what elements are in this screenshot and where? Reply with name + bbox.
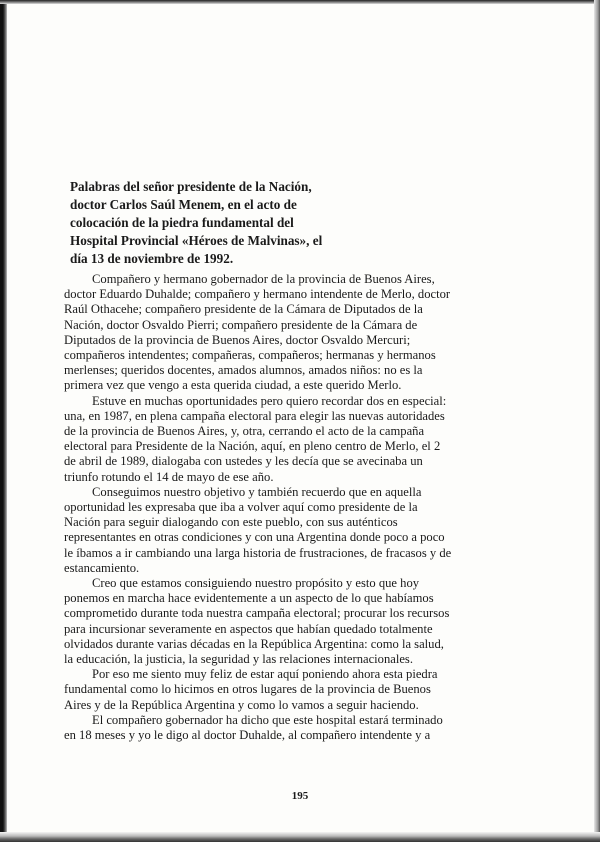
text-line: primera vez que vengo a esta querida ciudad, a este querido Merlo. [64,378,402,393]
text-line: electoral para Presidente de la Nación, aquí, en pleno centro de Merlo, el 2 [64,439,441,454]
text-line: una, en 1987, en plena campaña electoral para elegir las nuevas autoridades [64,408,445,423]
text-line: triunfo rotundo el 14 de mayo de ese año. [64,469,274,484]
text-line: oportunidad les expresaba que iba a volver aquí como presidente de la [64,500,418,515]
text-line: de abril de 1989, dialogaba con ustedes y les decía que se avecinaba un [64,454,423,469]
text-line: Nación para seguir dialogando con este pueblo, con sus auténticos [64,515,398,530]
scan-edge-right [594,0,600,842]
paragraph [64,667,534,713]
text-line: doctor Eduardo Duhalde; compañero y hermano intendente de Merlo, doctor [64,287,451,302]
title-line: día 13 de noviembre de 1992. [70,251,234,266]
paragraph [64,394,534,485]
text-line: compañeros intendentes; compañeras, compañeros; hermanas y hermanos [64,348,436,363]
text-line: El compañero gobernador ha dicho que este hospital estará terminado [92,712,443,727]
text-line: Nación, doctor Osvaldo Pierri; compañero presidente de la Cámara de [64,317,418,332]
text-line: Creo que estamos consiguiendo nuestro propósito y esto que hoy [92,576,420,591]
text-line: Por eso me siento muy feliz de estar aquí poniendo ahora esta piedra [92,667,438,682]
text-line: estancamiento. [64,560,140,575]
text-line: olvidados durante varias décadas en la República Argentina: como la salud, [64,636,444,651]
text-line: la educación, la justicia, la seguridad y las relaciones internacionales. [64,652,413,667]
text-line: representantes en otras condiciones y con una Argentina donde poco a poco [64,530,445,545]
paragraph [64,485,534,576]
scan-edge-bottom [0,832,600,842]
text-line: comprometido durante toda nuestra campaña electoral; procurar los recursos [64,606,450,621]
text-line: ponemos en marcha hace evidentemente a un aspecto de lo que habíamos [64,591,434,606]
paragraph [64,713,534,743]
text-line: Raúl Othacehe; compañero presidente de la Cámara de Diputados de la [64,302,423,317]
text-line: Compañero y hermano gobernador de la provincia de Buenos Aires, [92,272,435,286]
text-line: en 18 meses y yo le digo al doctor Duhalde, al compañero intendente y a [64,728,431,743]
text-line: le íbamos a ir cambiando una larga historia de frustraciones, de fracasos y de [64,545,452,560]
title-line: doctor Carlos Saúl Menem, en el acto de [70,197,297,212]
text-line: para incursionar severamente en aspectos que habían quedado totalmente [64,621,433,636]
speech-body [64,272,534,743]
paragraph [64,576,534,667]
text-line: merlenses; queridos docentes, amados alumnos, amados niños: no es la [64,363,423,378]
speech-title [70,178,370,268]
scan-edge-left [0,0,7,842]
title-line: Hospital Provincial «Héroes de Malvinas», el [70,233,323,248]
text-line: de la provincia de Buenos Aires, y, otra, cerrando el acto de la campaña [64,424,425,439]
page-number: 195 [291,790,309,802]
text-line: Diputados de la provincia de Buenos Aires, doctor Osvaldo Mercuri; [64,332,411,347]
title-line: colocación de la piedra fundamental del [70,215,294,230]
title-line: Palabras del señor presidente de la Nación, [70,179,312,194]
text-line: Aires y de la República Argentina y como lo vamos a seguir haciendo. [64,697,419,712]
scan-edge-top [0,0,600,4]
text-line: Conseguimos nuestro objetivo y también recuerdo que en aquella [92,484,422,499]
text-line: Estuve en muchas oportunidades pero quiero recordar dos en especial: [92,393,447,408]
paragraph [64,272,534,394]
text-line: fundamental como lo hicimos en otros lugares de la provincia de Buenos [64,682,431,697]
